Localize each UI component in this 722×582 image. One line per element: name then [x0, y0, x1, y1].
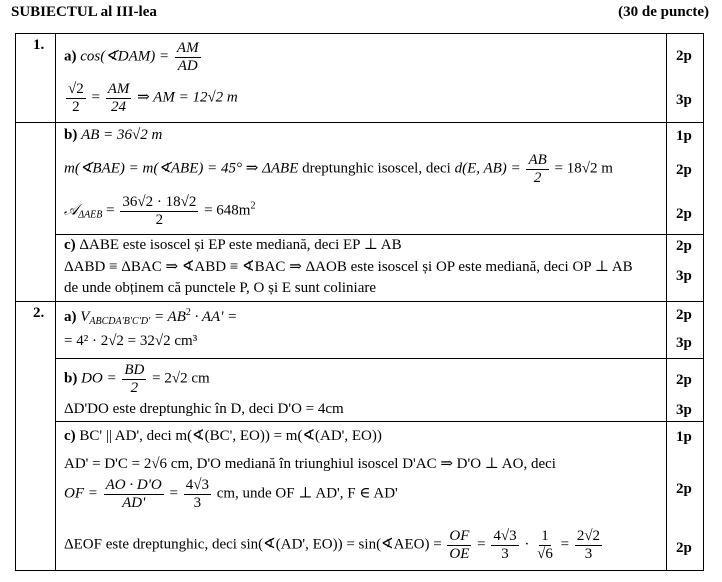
superscript: 2	[185, 307, 191, 318]
table-divider-1b-1c	[55, 234, 703, 235]
points-2c-line1: 1p	[676, 429, 692, 445]
solution-2c-line1	[64, 428, 382, 445]
math-text: OF =	[64, 485, 98, 502]
fraction	[106, 81, 132, 115]
points-1c-line2: 3p	[676, 268, 692, 284]
table-divider-item1-item2	[15, 301, 703, 302]
points-2b-line2: 3p	[676, 402, 692, 418]
solution-2b-line2	[64, 401, 344, 418]
numerator: BD	[124, 362, 145, 378]
denominator: AD'	[122, 494, 146, 511]
table-divider-2b-2c	[55, 421, 703, 422]
table-border-top	[15, 33, 703, 34]
subject-heading: SUBIECTUL al III-lea	[11, 4, 157, 20]
fraction	[575, 528, 602, 562]
solution-2c-line4	[64, 528, 604, 562]
numerator: AB	[528, 152, 547, 168]
item-number-2: 2.	[33, 305, 45, 321]
text: AD' = D'C = 2√6 cm, D'O mediană în triunghiul isoscel D'AC ⇒ D'O ⊥ AO, deci	[64, 456, 556, 472]
math-text: cos(∢DAM) =	[80, 48, 170, 65]
solution-2a-line1	[64, 307, 237, 328]
superscript: 2	[250, 200, 256, 212]
solution-1b-line3	[64, 194, 255, 228]
fraction	[184, 477, 211, 511]
part-label: c)	[64, 237, 76, 253]
math-text: = AB	[153, 309, 186, 325]
denominator: 2	[130, 379, 139, 396]
table-col-divider-points	[666, 33, 667, 571]
equals-sign: =	[91, 89, 100, 106]
solution-2c-line2	[64, 456, 556, 473]
total-points: (30 de puncte)	[618, 4, 709, 20]
math-text: = 18√2 m	[554, 160, 613, 177]
fraction	[447, 528, 471, 562]
solution-1c-line3	[64, 280, 376, 297]
math-text: m(∢BAE) = m(∢ABE) = 45° ⇒ ΔABE	[64, 160, 299, 177]
points-1a-line2: 3p	[676, 92, 692, 108]
numerator: OF	[449, 528, 470, 544]
equals-sign: =	[106, 202, 115, 219]
text: ΔD'DO este dreptunghic în D, deci D'O = 4cm	[64, 401, 344, 417]
solution-1b-line1	[64, 127, 162, 144]
text: ΔEOF este dreptunghic, deci sin(∢(AD', EO)) = sin(∢AEO) =	[64, 536, 442, 553]
denominator: 24	[111, 98, 127, 115]
points-2c-line4: 2p	[676, 540, 692, 556]
solution-1c-line2	[64, 259, 633, 276]
part-label: a)	[64, 48, 77, 65]
math-text: d(E, AB) =	[454, 160, 521, 177]
points-2a-line2: 3p	[676, 335, 692, 351]
subscript: ΔAEB	[78, 209, 103, 221]
solution-2a-line2	[64, 333, 197, 350]
math-text: = 2√2 cm	[152, 370, 210, 387]
fraction	[491, 528, 518, 562]
numerator: 4√3	[185, 477, 209, 493]
numerator: 4√3	[493, 528, 517, 544]
text: ΔABD ≡ ΔBAC ⇒ ∢ABD ≡ ∢BAC ⇒ ΔAOB este isoscel și OP este mediană, deci OP ⊥ AB	[64, 259, 633, 275]
points-1b-line1: 1p	[676, 128, 692, 144]
part-label: b)	[64, 127, 78, 143]
denominator: OE	[449, 545, 470, 562]
table-border-right	[703, 33, 704, 571]
math-text: AB = 36√2 m	[81, 127, 163, 143]
denominator: 2	[155, 211, 164, 228]
text: dreptunghic isoscel, deci	[302, 160, 451, 177]
numerator: √2	[68, 81, 84, 97]
points-1a-line1: 2p	[676, 48, 692, 64]
fraction	[120, 194, 198, 228]
table-divider-1a-1b	[15, 122, 703, 123]
equals-sign: =	[477, 536, 486, 553]
math-text: = 4² · 2√2 = 32√2 cm³	[64, 333, 198, 349]
points-2b-line1: 2p	[676, 372, 692, 388]
math-text: · AA' =	[194, 309, 238, 325]
text: BC' || AD', deci m(∢(BC', EO)) = m(∢(AD', EO))	[79, 428, 382, 444]
table-border-bottom	[15, 570, 703, 571]
numerator: AM	[107, 81, 130, 97]
math-text: DO =	[81, 370, 117, 387]
fraction	[535, 528, 555, 562]
solution-1b-line2	[64, 152, 613, 186]
equals-sign: =	[560, 536, 570, 553]
fraction	[66, 81, 86, 115]
part-label: a)	[64, 309, 77, 325]
numerator: AO · D'O	[105, 477, 162, 493]
denominator: 3	[501, 545, 509, 562]
solution-1a-line2	[64, 81, 238, 115]
item-number-1: 1.	[33, 37, 45, 53]
math-text: ⇒ AM = 12√2 m	[137, 89, 238, 106]
math-text: cm, unde OF ⊥ AD', F ∈ AD'	[216, 485, 398, 502]
table-divider-2a-2b	[55, 358, 703, 359]
denominator: √6	[537, 545, 553, 562]
points-2a-line1: 2p	[676, 307, 692, 323]
table-col-divider-number	[55, 33, 56, 571]
fraction	[122, 362, 146, 396]
math-text: V	[80, 309, 90, 325]
solution-2b-line1	[64, 362, 210, 396]
multiplication-dot: ·	[524, 536, 530, 553]
numerator: AM	[176, 40, 199, 56]
numerator: 36√2 · 18√2	[122, 194, 197, 210]
fraction	[526, 152, 548, 186]
subscript: ABCDA'B'C'D'	[89, 316, 151, 327]
numerator: 1	[541, 528, 549, 544]
solution-1c-line1	[64, 237, 402, 254]
area-symbol: 𝒜	[64, 202, 79, 219]
math-text: = 648m	[204, 202, 251, 219]
denominator: 2	[533, 169, 542, 186]
text: de unde obținem că punctele P, O și E sunt coliniare	[64, 280, 377, 296]
numerator: 2√2	[576, 528, 601, 544]
solution-2c-line3	[64, 477, 398, 511]
equals-sign: =	[169, 485, 178, 502]
fraction	[104, 477, 164, 511]
text: ΔABE este isoscel și EP este mediană, deci EP ⊥ AB	[79, 237, 402, 253]
points-1b-line3: 2p	[676, 206, 692, 222]
solution-1a-line1	[64, 40, 203, 74]
part-label: c)	[64, 428, 76, 444]
denominator: 3	[193, 494, 202, 511]
part-label: b)	[64, 370, 78, 387]
fraction	[175, 40, 201, 74]
denominator: AD	[177, 57, 198, 74]
points-2c-line3: 2p	[676, 481, 692, 497]
table-border-left	[15, 33, 16, 571]
points-1b-line2: 2p	[676, 162, 692, 178]
denominator: 2	[72, 98, 80, 115]
points-1c-line1: 2p	[676, 238, 692, 254]
denominator: 3	[584, 545, 593, 562]
